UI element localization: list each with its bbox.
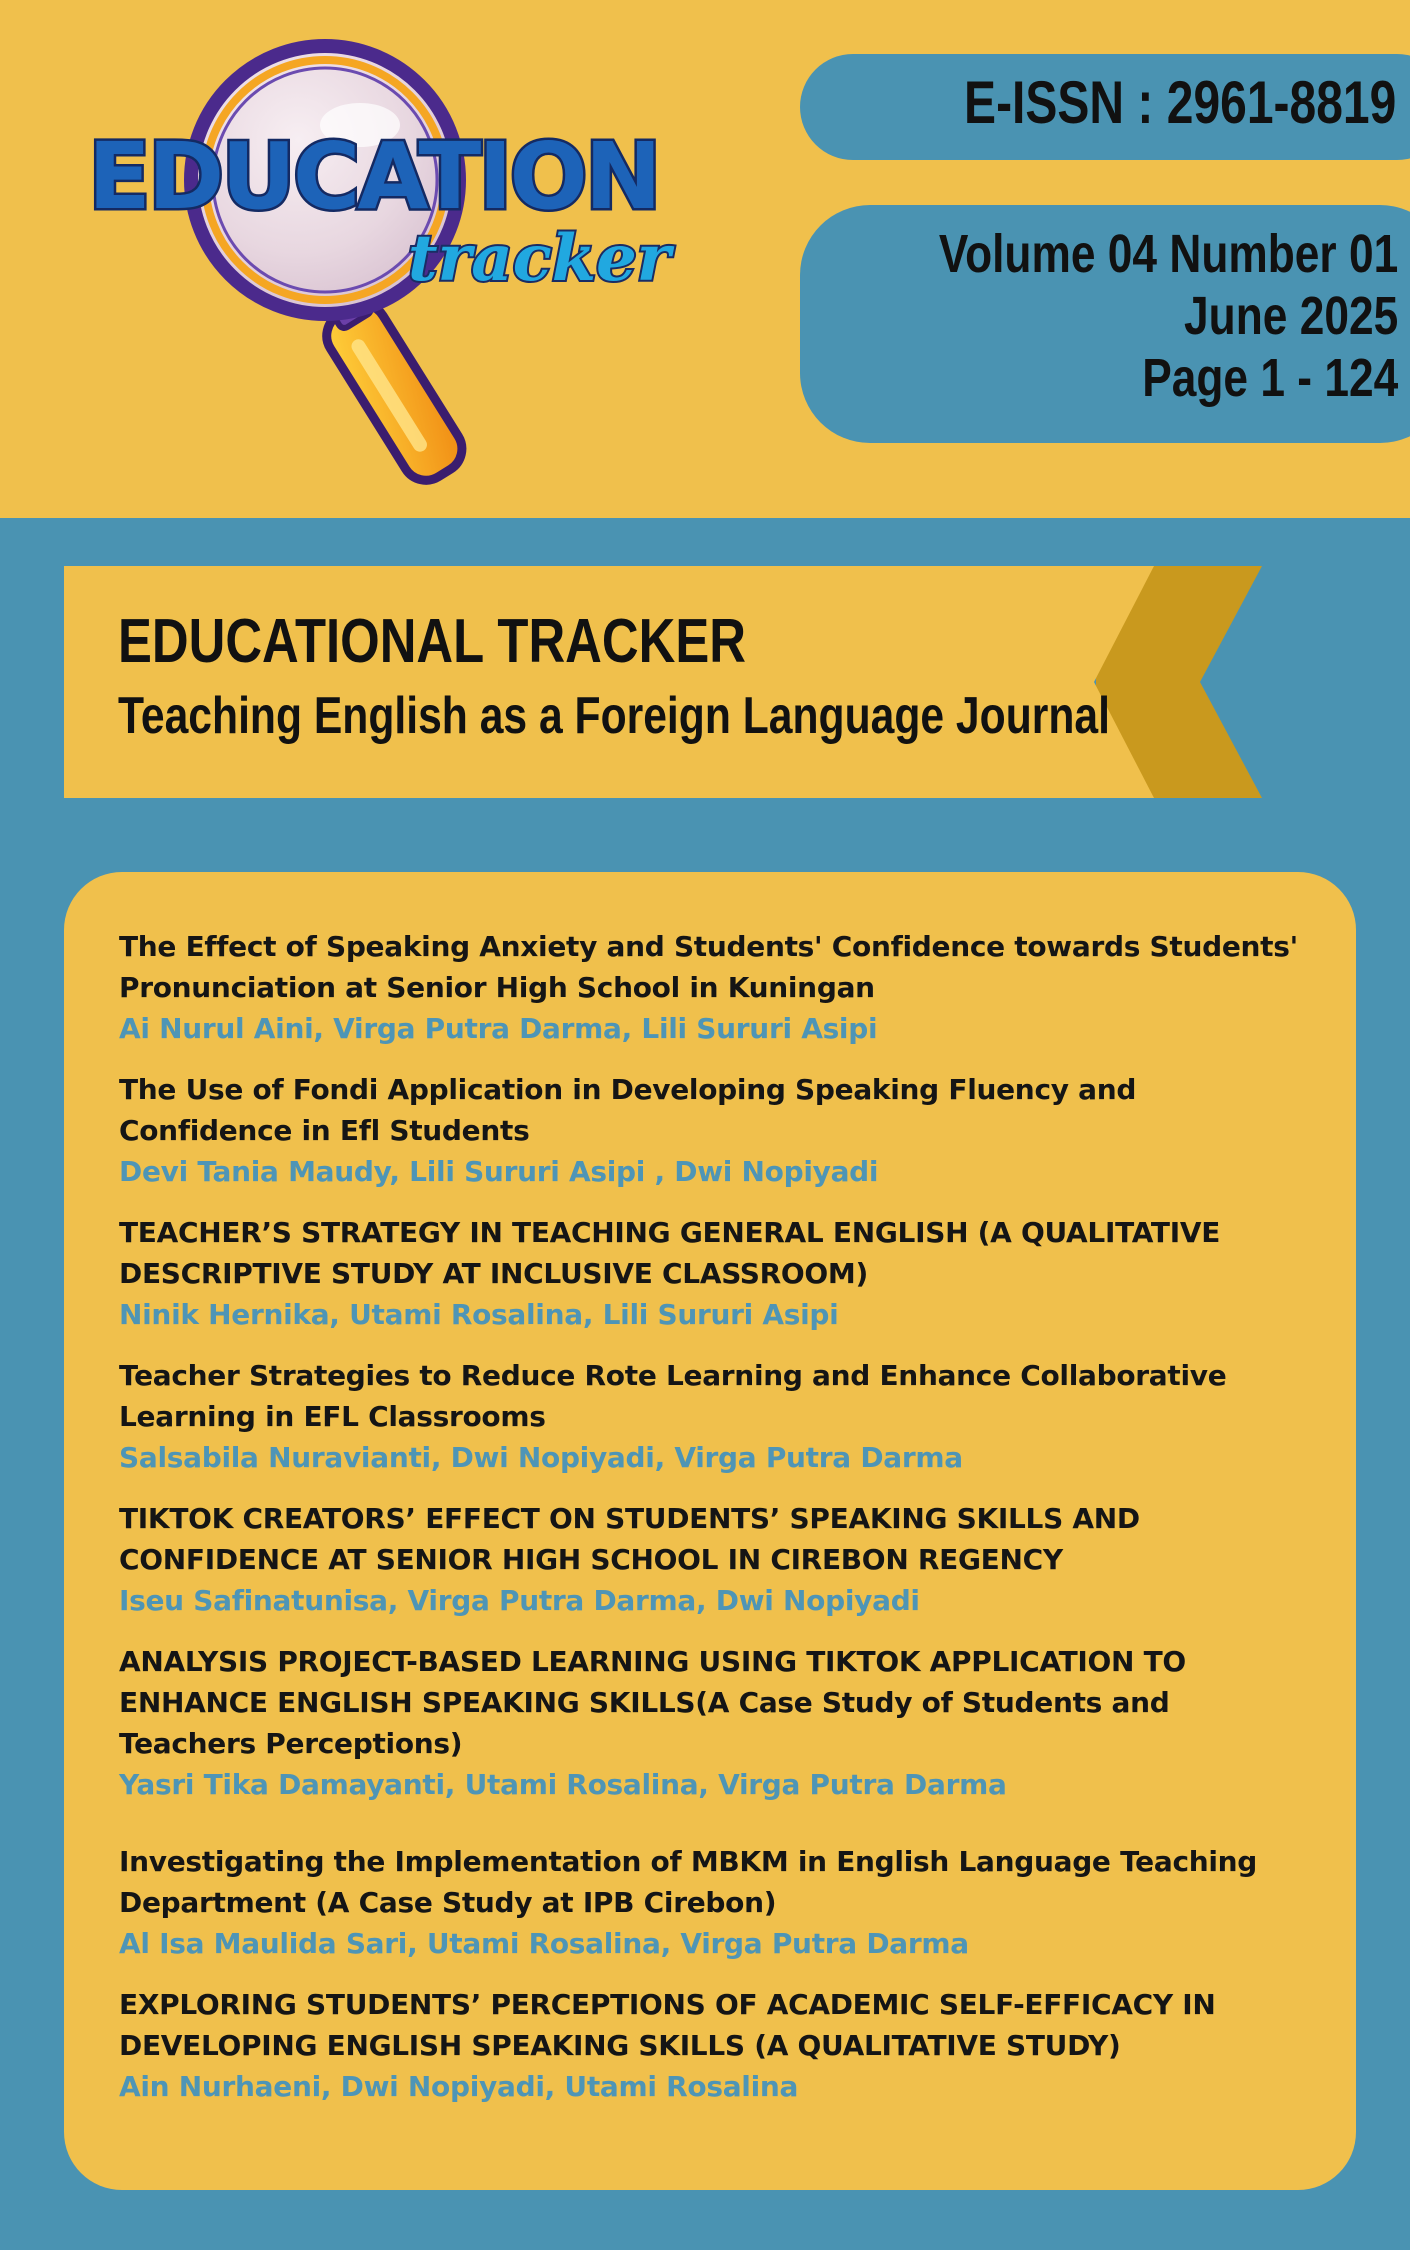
journal-title: EDUCATIONAL TRACKER [118,607,746,676]
article-item [119,1355,1309,1478]
article-item [119,1498,1309,1621]
article-authors: Salsabila Nuravianti, Dwi Nopiyadi, Virga Putra Darma [119,1441,963,1474]
journal-title-banner [64,566,1262,798]
article-authors: Ai Nurul Aini, Virga Putra Darma, Lili Sururi Asipi [119,1012,878,1045]
article-authors: Devi Tania Maudy, Lili Sururi Asipi , Dwi Nopiyadi [119,1155,879,1188]
article-authors: Iseu Safinatunisa, Virga Putra Darma, Dwi Nopiyadi [119,1584,920,1617]
logo-script: tracker [408,221,671,296]
article-title: Investigating the Implementation of MBKM in English Language Teaching Department (A Case Study at IPB Cirebon) [119,1845,1258,1919]
article-authors: Al Isa Maulida Sari, Utami Rosalina, Virga Putra Darma [119,1927,969,1960]
article-item [119,926,1309,1049]
article-title: Teacher Strategies to Reduce Rote Learning and Enhance Collaborative Learning in EFL Classrooms [119,1359,1227,1433]
journal-subtitle: Teaching English as a Foreign Language Journal [118,687,1110,745]
article-title: The Use of Fondi Application in Developing Speaking Fluency and Confidence in Efl Students [119,1073,1137,1147]
education-tracker-logo [80,30,671,500]
article-authors: Ninik Hernika, Utami Rosalina, Lili Sururi Asipi [119,1298,839,1331]
issn-badge [800,54,1410,160]
article-title: TIKTOK CREATORS’ EFFECT ON STUDENTS’ SPEAKING SKILLS AND CONFIDENCE AT SENIOR HIGH SCHOOL IN CIREBON REGENCY [119,1502,1140,1576]
volume-badge [800,205,1410,443]
issn-text: E-ISSN : 2961-8819 [963,69,1396,136]
ribbon-shape [64,566,1262,798]
article-item [119,1641,1309,1805]
table-of-contents-panel [64,872,1356,2190]
article-title: TEACHER’S STRATEGY IN TEACHING GENERAL ENGLISH (A QUALITATIVE DESCRIPTIVE STUDY AT INCLUSIVE CLASSROOM) [119,1216,1221,1290]
volume-number: Volume 04 Number 01 [938,224,1398,284]
article-item [119,1841,1309,1964]
article-list [119,926,1309,2127]
page-range: Page 1 - 124 [1142,348,1398,408]
article-title: ANALYSIS PROJECT-BASED LEARNING USING TIKTOK APPLICATION TO ENHANCE ENGLISH SPEAKING SKILLS(A Case Study of Students and Teachers Perceptions) [119,1645,1186,1760]
article-item [119,1984,1309,2107]
magnifier-logo-icon [80,30,671,500]
article-authors: Yasri Tika Damayanti, Utami Rosalina, Virga Putra Darma [119,1768,1007,1801]
article-authors: Ain Nurhaeni, Dwi Nopiyadi, Utami Rosalina [119,2070,799,2103]
article-item [119,1212,1309,1335]
article-title: The Effect of Speaking Anxiety and Students' Confidence towards Students' Pronunciation at Senior High School in Kuningan [119,930,1298,1004]
article-title: EXPLORING STUDENTS’ PERCEPTIONS OF ACADEMIC SELF-EFFICACY IN DEVELOPING ENGLISH SPEAKING SKILLS (A QUALITATIVE STUDY) [119,1988,1216,2062]
issue-date: June 2025 [1183,286,1398,346]
article-item [119,1069,1309,1192]
logo-word: EDUCATION [88,123,659,230]
